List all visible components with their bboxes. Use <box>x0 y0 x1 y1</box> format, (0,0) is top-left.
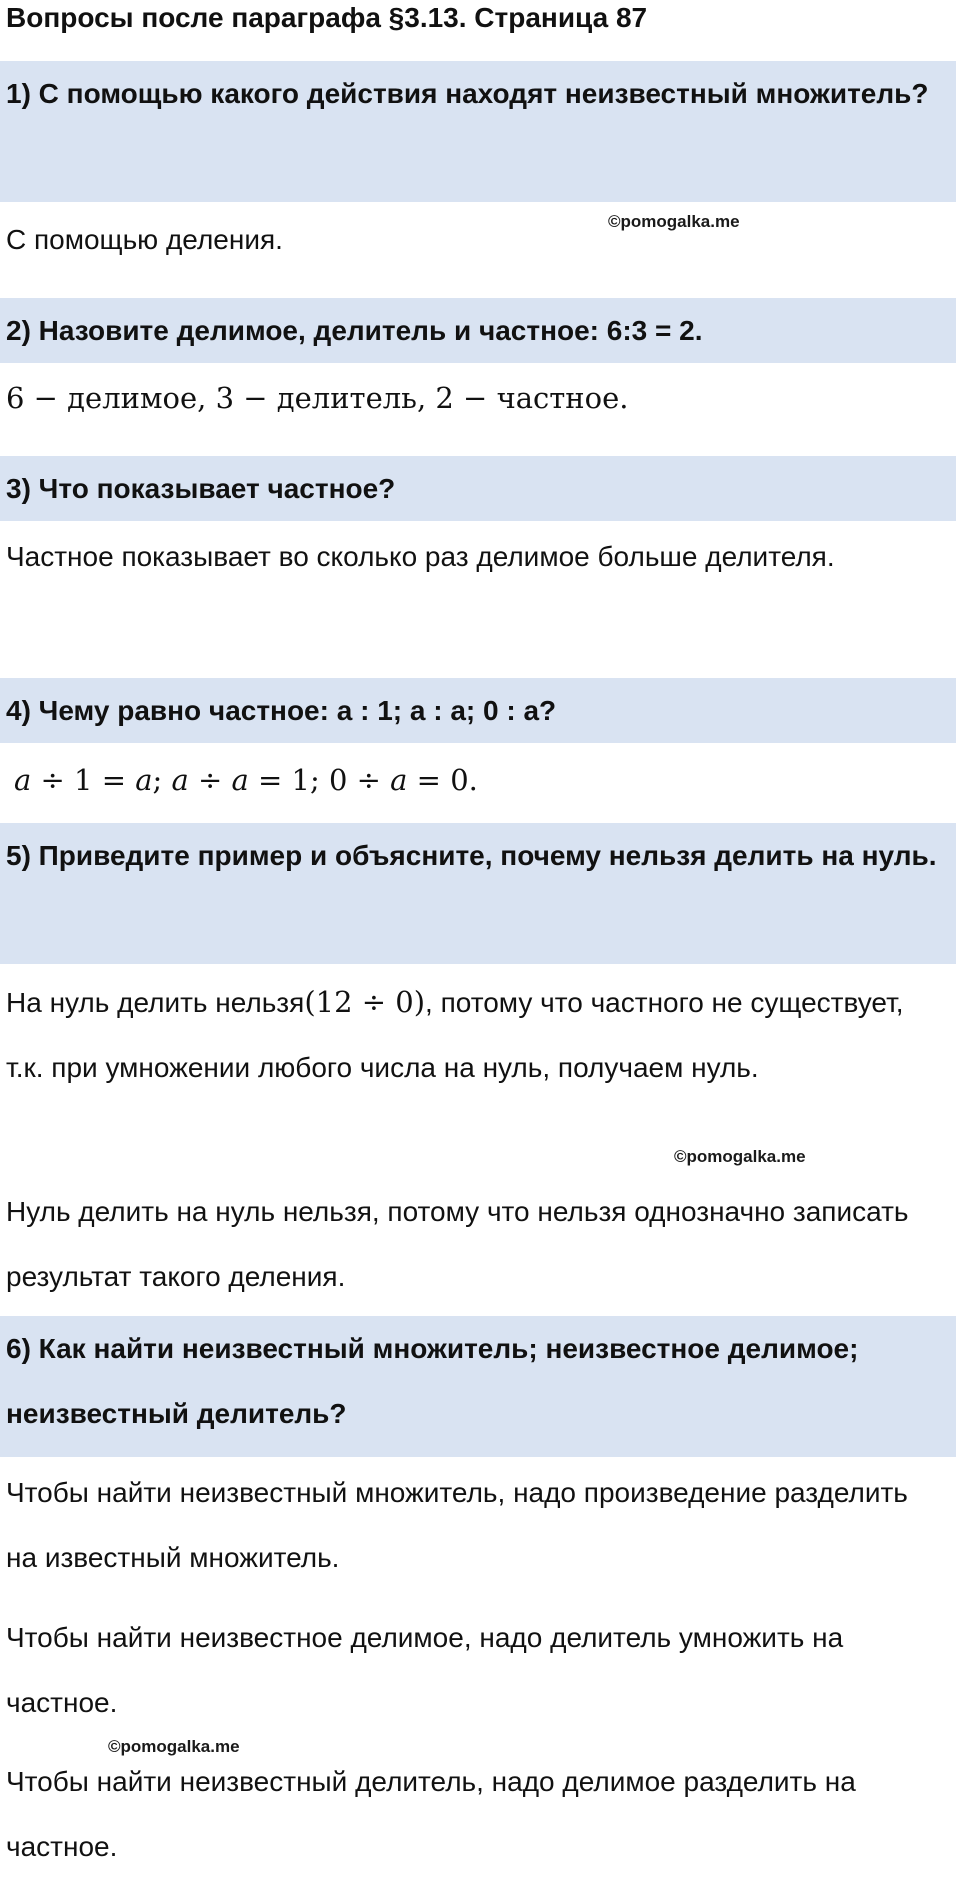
question-3: 3) Что показывает частное? <box>0 456 956 521</box>
question-2: 2) Назовите делимое, делитель и частное: 6:3 = 2. <box>0 298 956 363</box>
question-1: 1) С помощью какого действия находят неизвестный множитель? <box>0 61 956 202</box>
page-title: Вопросы после параграфа §3.13. Страница 87 <box>6 2 648 33</box>
answer-5-paragraph-2: Нуль делить на нуль нельзя, потому что нельзя однозначно записать результат такого деления. <box>6 1196 909 1292</box>
watermark: ©pomogalka.me <box>108 1737 240 1756</box>
answer-5-math: (12 ÷ 0) <box>304 985 426 1019</box>
answer-6-paragraph-3: Чтобы найти неизвестный делитель, надо делимое разделить на частное. <box>6 1766 856 1862</box>
answer-1: С помощью деления. <box>6 224 283 255</box>
answer-5-text-after: , потому что частного не существует, т.к. при умножении любого числа на нуль, получаем нуль. <box>6 987 904 1083</box>
question-6: 6) Как найти неизвестный множитель; неизвестное делимое; неизвестный делитель? <box>0 1316 956 1457</box>
answer-2: 6 − делимое, 3 − делитель, 2 − частное. <box>6 381 629 415</box>
answer-6-paragraph-2: Чтобы найти неизвестное делимое, надо делитель умножить на частное. <box>6 1622 844 1718</box>
answer-6-paragraph-1: Чтобы найти неизвестный множитель, надо произведение разделить на известный множитель. <box>6 1477 908 1573</box>
watermark: ©pomogalka.me <box>608 212 740 231</box>
answer-5-paragraph-1 <box>6 970 946 1100</box>
watermark: ©pomogalka.me <box>674 1147 806 1166</box>
answer-4: 𝑎 ÷ 1 = 𝑎; 𝑎 ÷ 𝑎 = 1; 0 ÷ 𝑎 = 0. <box>14 763 478 797</box>
question-4: 4) Чему равно частное: а : 1; а : а; 0 : а? <box>0 678 956 743</box>
answer-5-text-before: На нуль делить нельзя <box>6 987 305 1018</box>
question-5: 5) Приведите пример и объясните, почему нельзя делить на нуль. <box>0 823 956 964</box>
answer-3: Частное показывает во сколько раз делимое больше делителя. <box>6 541 835 572</box>
